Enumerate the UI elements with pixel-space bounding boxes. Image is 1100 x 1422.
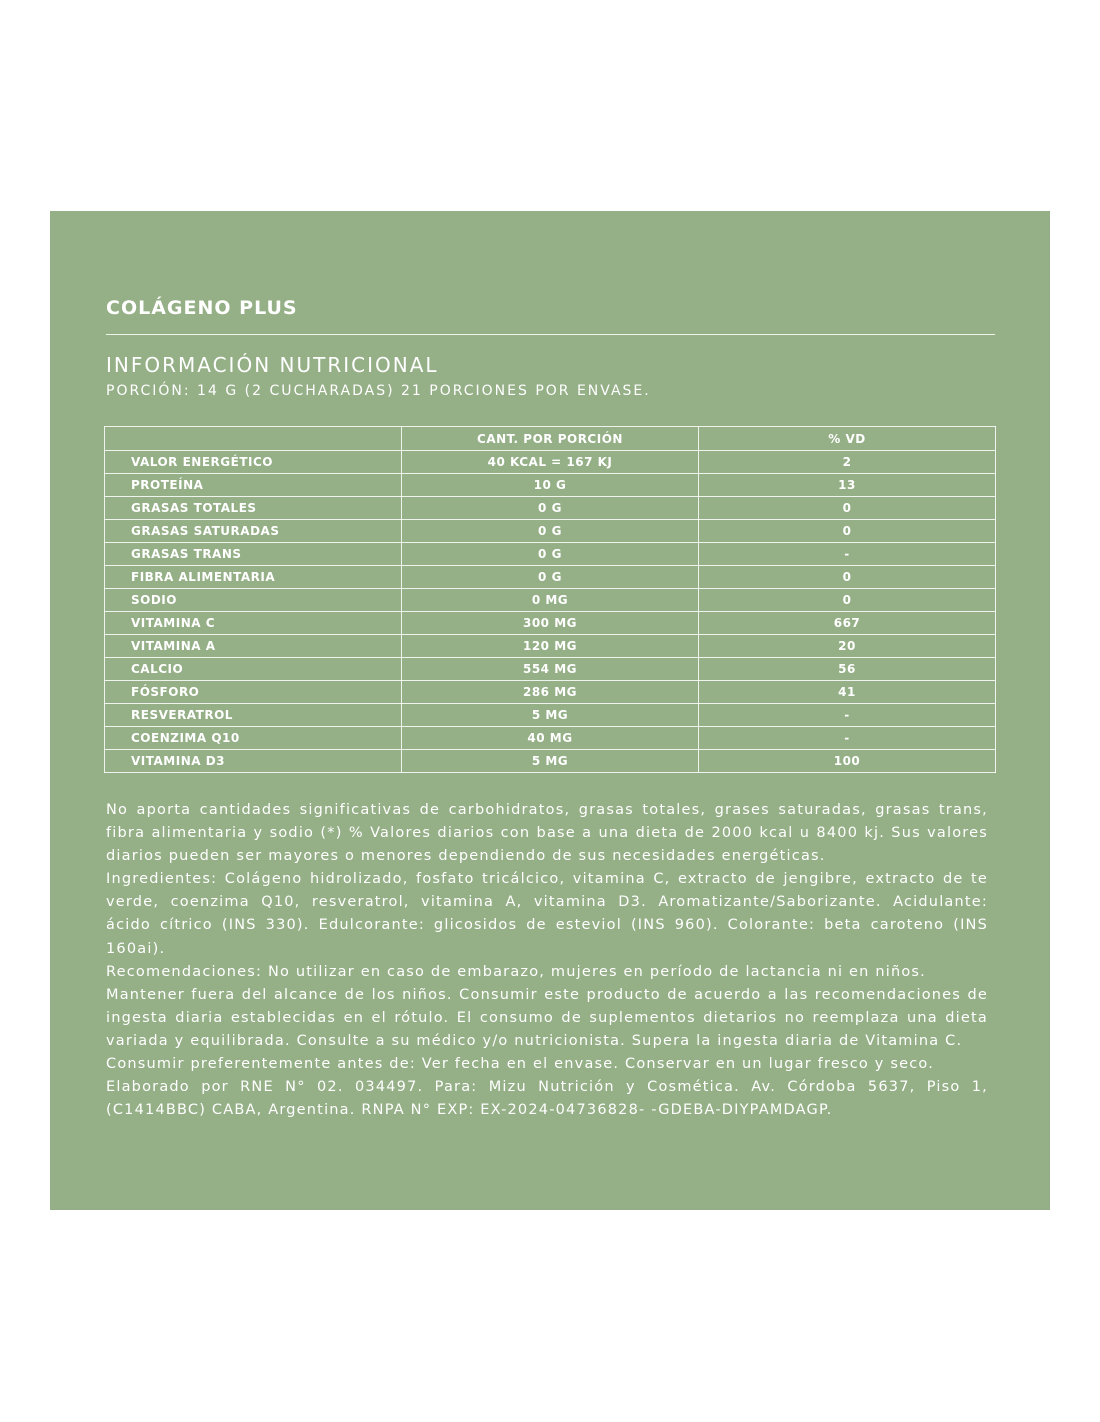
recommendations-text: Recomendaciones: No utilizar en caso de embarazo, mujeres en período de lactancia ni en niños.: [106, 963, 926, 980]
nutrient-daily-value: 0: [699, 520, 996, 543]
table-row: [105, 727, 996, 750]
nutrient-name: VITAMINA D3: [105, 750, 402, 773]
nutrient-daily-value: 0: [699, 566, 996, 589]
manufacturer-text: Elaborado por RNE N° 02. 034497. Para: Mizu Nutrición y Cosmética. Av. Córdoba 5637, Piso 1, (C1414BBC) CABA, Argentina. RNPA N° EXP: EX-2024-04736828- -GDEBA-DIYPAMDAGP.: [106, 1079, 988, 1119]
nutrient-amount: 300 MG: [402, 612, 699, 635]
nutrition-panel: [50, 211, 1050, 1210]
nutrient-name: VITAMINA A: [105, 635, 402, 658]
nutrient-daily-value: -: [699, 727, 996, 750]
table-row: [105, 612, 996, 635]
nutrient-amount: 0 G: [402, 566, 699, 589]
ingredients-text: Ingredientes: Colágeno hidrolizado, fosfato tricálcico, vitamina C, extracto de jengibre, extracto de te verde, coenzima Q10, resveratrol, vitamina A, vitamina D3. Aromatizante/Saborizante. Acidulante: ácido cítrico (INS 330). Edulcorante: glicosidos de esteviol (INS 960). Colorante: beta caroteno (INS 160ai).: [106, 871, 988, 957]
section-title: INFORMACIÓN NUTRICIONAL: [106, 353, 439, 377]
table-row: [105, 704, 996, 727]
nutrient-daily-value: 20: [699, 635, 996, 658]
nutrient-amount: 0 G: [402, 497, 699, 520]
header-amount-per-serving: CANT. POR PORCIÓN: [402, 427, 699, 451]
nutrient-name: GRASAS TRANS: [105, 543, 402, 566]
table-row: [105, 474, 996, 497]
nutrient-amount: 0 MG: [402, 589, 699, 612]
notes-block: [106, 799, 988, 1122]
nutrient-name: FIBRA ALIMENTARIA: [105, 566, 402, 589]
table-row: [105, 497, 996, 520]
table-row: [105, 589, 996, 612]
serving-info: PORCIÓN: 14 G (2 CUCHARADAS) 21 PORCIONES POR ENVASE.: [106, 383, 651, 399]
table-row: [105, 658, 996, 681]
header-daily-value: % VD: [699, 427, 996, 451]
product-title: COLÁGENO PLUS: [106, 297, 298, 319]
nutrient-amount: 10 G: [402, 474, 699, 497]
nutrient-amount: 0 G: [402, 520, 699, 543]
table-row: [105, 750, 996, 773]
nutrition-table: [104, 426, 996, 773]
disclaimer-text: No aporta cantidades significativas de carbohidratos, grasas totales, grases saturadas, grasas trans, fibra alimentaria y sodio (*) % Valores diarios con base a una dieta de 2000 kcal u 8400 kj. Sus valores diarios pueden ser mayores o menores dependiendo de sus necesidades energéticas.: [106, 802, 988, 865]
nutrient-daily-value: 667: [699, 612, 996, 635]
table-row: [105, 543, 996, 566]
nutrient-daily-value: 13: [699, 474, 996, 497]
nutrient-name: CALCIO: [105, 658, 402, 681]
nutrient-name: GRASAS TOTALES: [105, 497, 402, 520]
header-nutrient: [105, 427, 402, 451]
table-row: [105, 451, 996, 474]
nutrient-daily-value: 0: [699, 589, 996, 612]
keep-away-text: Mantener fuera del alcance de los niños. Consumir este producto de acuerdo a las recomendaciones de ingesta diaria establecidas en el rótulo. El consumo de suplementos dietarios no reemplaza una dieta variada y equilibrada. Consulte a su médico y/o nutricionista. Supera la ingesta diaria de Vitamina C.: [106, 986, 988, 1049]
nutrient-daily-value: 56: [699, 658, 996, 681]
table-row: [105, 520, 996, 543]
table-header-row: [105, 427, 996, 451]
nutrient-name: RESVERATROL: [105, 704, 402, 727]
nutrient-name: FÓSFORO: [105, 681, 402, 704]
nutrient-name: SODIO: [105, 589, 402, 612]
nutrient-name: PROTEÍNA: [105, 474, 402, 497]
nutrient-amount: 40 KCAL = 167 KJ: [402, 451, 699, 474]
best-before-text: Consumir preferentemente antes de: Ver fecha en el envase. Conservar en un lugar fresco y seco.: [106, 1056, 935, 1073]
nutrient-name: COENZIMA Q10: [105, 727, 402, 750]
nutrient-daily-value: 100: [699, 750, 996, 773]
nutrient-amount: 40 MG: [402, 727, 699, 750]
nutrient-daily-value: 0: [699, 497, 996, 520]
nutrient-name: VITAMINA C: [105, 612, 402, 635]
nutrient-daily-value: -: [699, 704, 996, 727]
table-row: [105, 681, 996, 704]
nutrient-amount: 5 MG: [402, 704, 699, 727]
table-row: [105, 635, 996, 658]
nutrient-daily-value: -: [699, 543, 996, 566]
nutrient-amount: 554 MG: [402, 658, 699, 681]
nutrient-amount: 286 MG: [402, 681, 699, 704]
nutrient-daily-value: 41: [699, 681, 996, 704]
nutrient-daily-value: 2: [699, 451, 996, 474]
nutrient-name: GRASAS SATURADAS: [105, 520, 402, 543]
nutrient-amount: 0 G: [402, 543, 699, 566]
nutrient-name: VALOR ENERGÉTICO: [105, 451, 402, 474]
nutrient-amount: 5 MG: [402, 750, 699, 773]
nutrient-amount: 120 MG: [402, 635, 699, 658]
title-divider: [106, 334, 995, 335]
table-row: [105, 566, 996, 589]
